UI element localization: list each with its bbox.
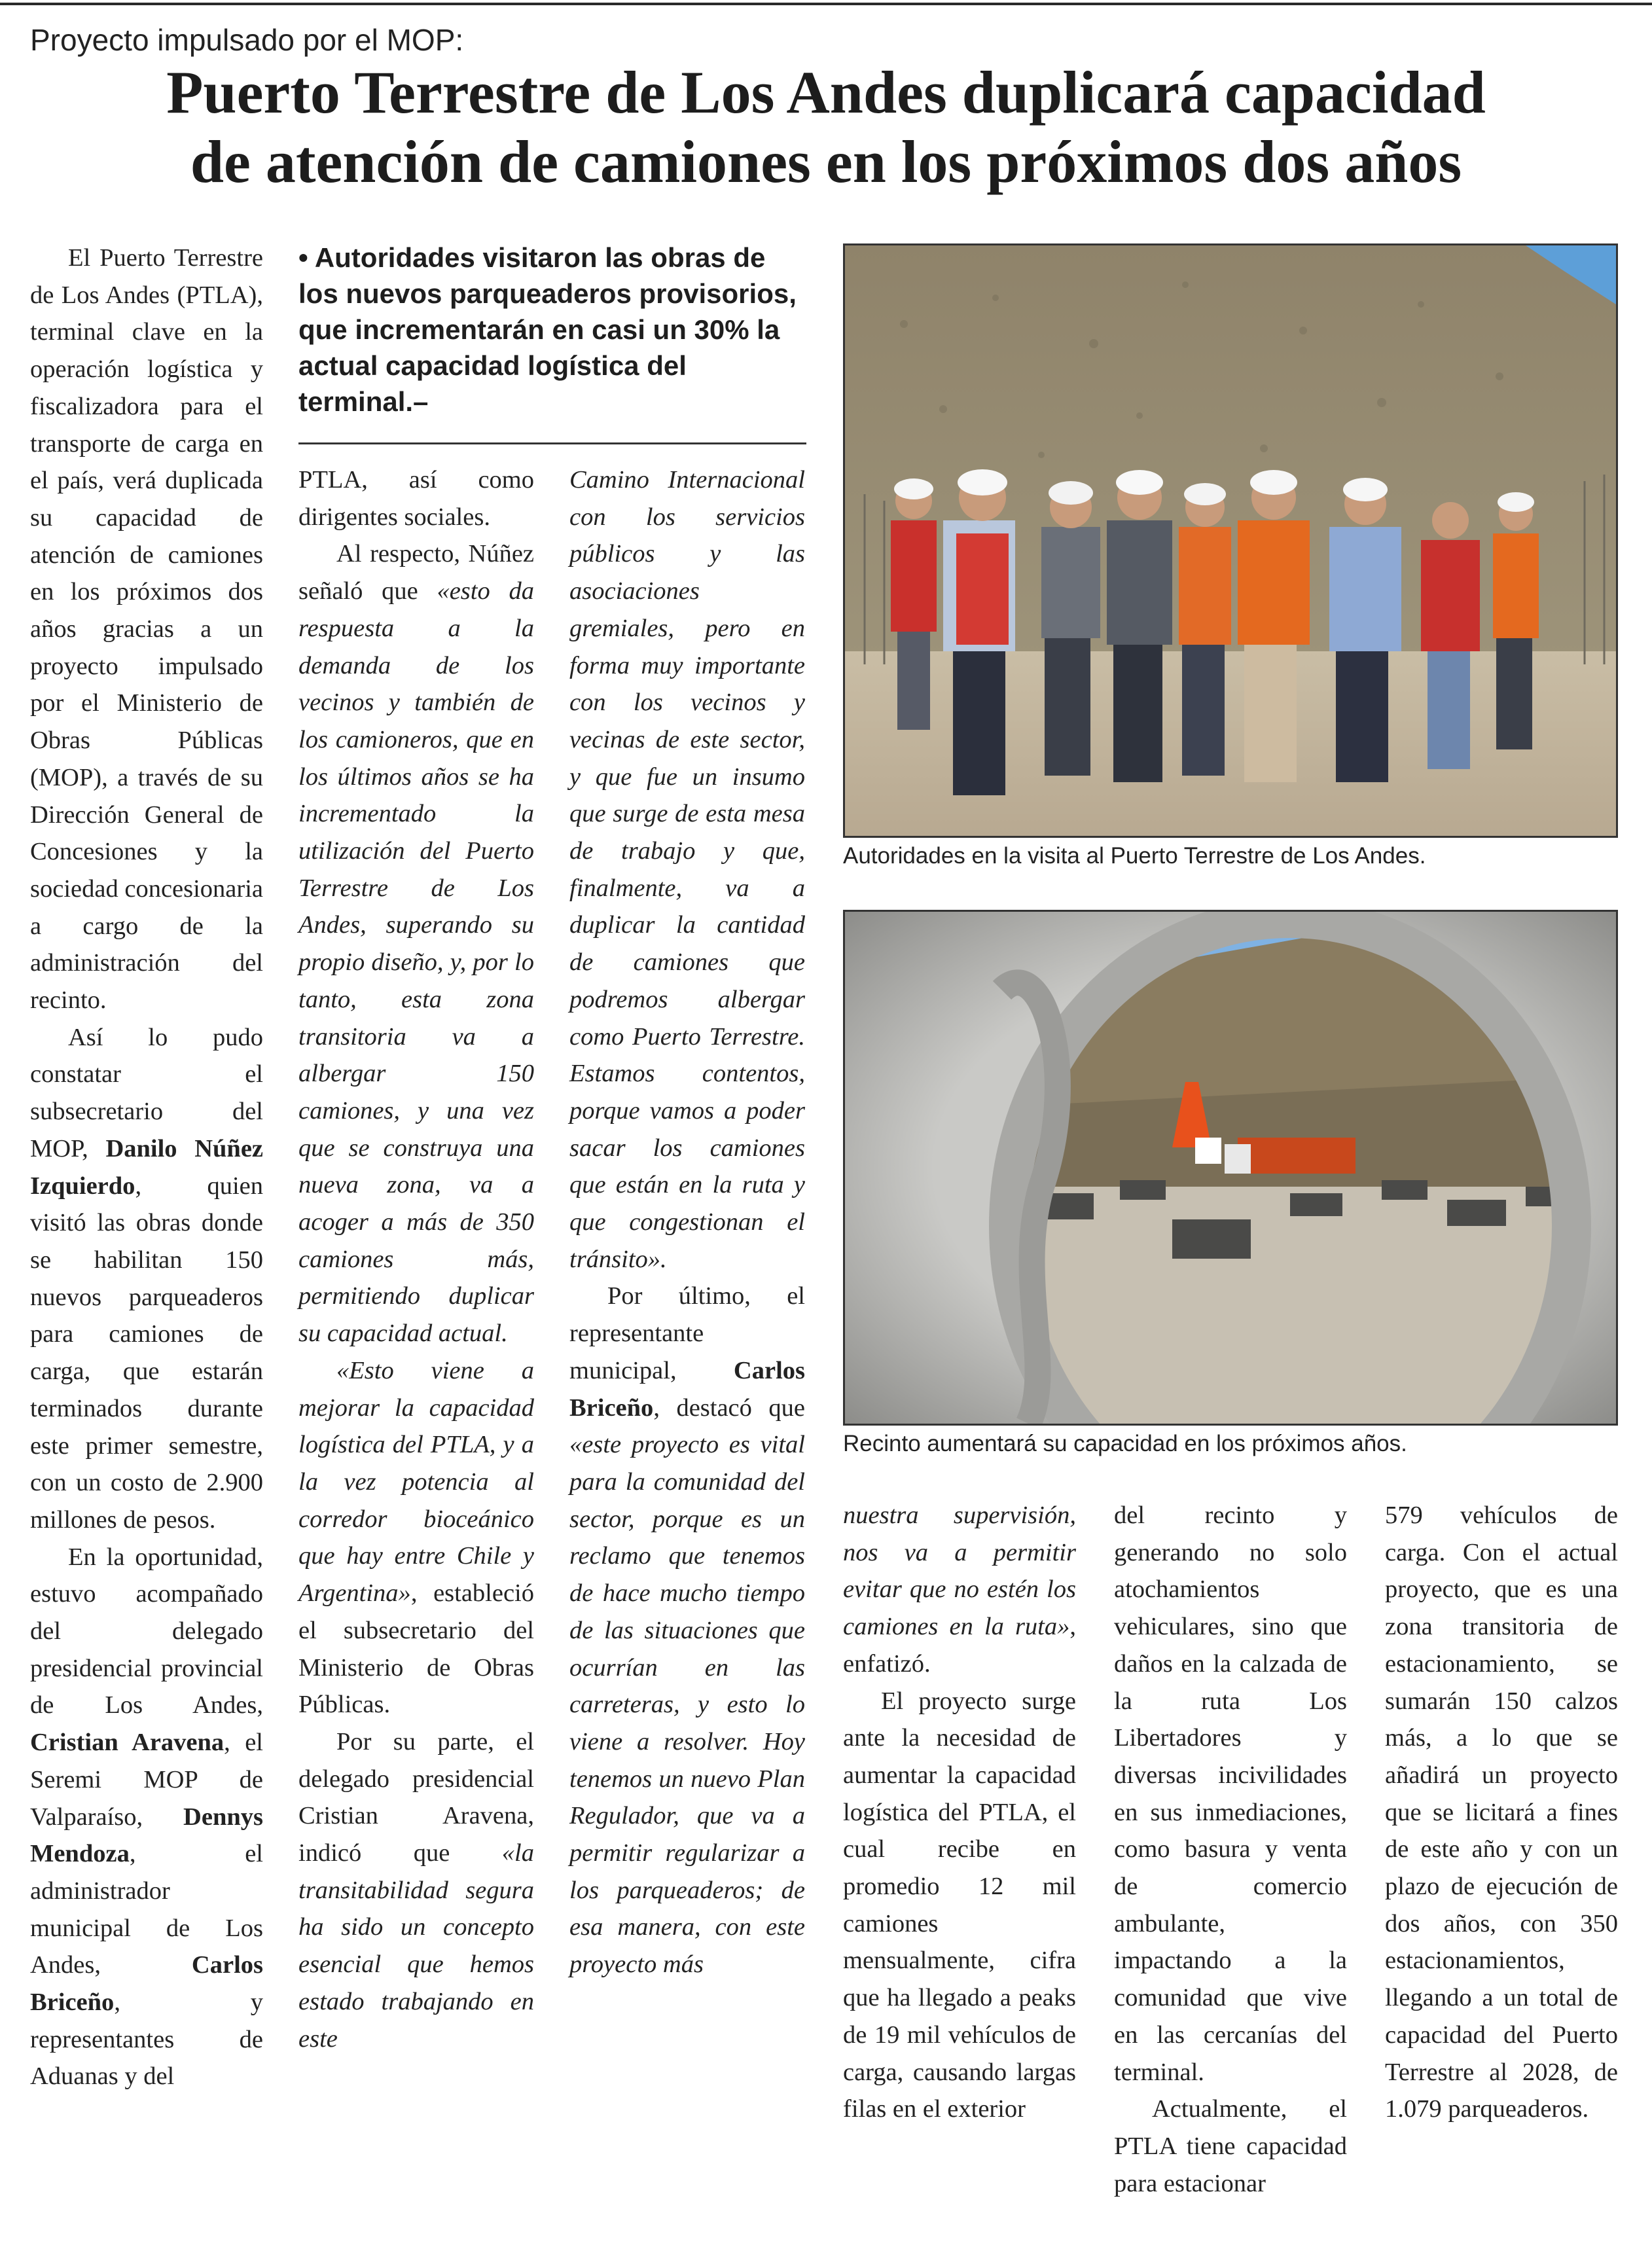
paragraph: 579 vehículos de carga. Con el actual proyecto, que es una zona transitoria de estacionamiento, se sumarán 150 calzos más, a lo que se añadirá un proyecto que se licitará a fines de este año y con un plazo de ejecución de dos años, con 350 estacionamientos, llegando a un total de capacidad del Puerto Terrestre al 2028, de 1.079 parqueaderos. [1385,1502,1618,2123]
paragraph: Actualmente, el PTLA tiene capacidad para estacionar [1114,2095,1347,2197]
article-column-6 [1385,1497,1618,2128]
photo-site-image [845,912,1616,1424]
paragraph: Al respecto, Núñez señaló que «esto da respuesta a la demanda de los vecinos y también de los camioneros, que en los últimos años se ha incrementado la utilización del Puerto Terrestre de Los Andes, superando su propio diseño, y, por lo tanto, esta zona transitoria va a albergar 150 camiones, y una vez que se construya una nueva zona, va a acoger a más de 350 camiones más, permitiendo duplicar su capacidad actual. [298,540,534,1348]
person-name: Dennys Mendoza [30,1803,263,1868]
article-column-3 [569,461,805,1983]
person-name: Carlos Briceño [30,1951,263,2017]
paragraph: En la oportunidad, estuvo acompañado del delegado presidencial provincial de Los Andes, Cristian Aravena, el Seremi MOP de Valparaíso, Dennys Mendoza, el administrador municipal de Los Andes, Carlos Briceño, y representantes de Aduanas y del [30,1543,263,2091]
person-name: Danilo Núñez Izquierdo [30,1134,263,1200]
photo-site-through-pipe [843,910,1618,1426]
article-column-5 [1114,1497,1347,2202]
article-column-1 [30,240,263,2095]
paragraph [569,461,805,1278]
quote: nuestra supervisión, nos va a permitir evitar que no estén los camiones en la ruta» [843,1502,1076,1641]
paragraph: del recinto y generando no solo atochamientos vehiculares, sino que daños en la calzada de la ruta Los Libertadores y diversas incivilidades en sus inmediaciones, como basura y venta de comercio ambulante, impactando a la comunidad que vive en las cercanías del terminal. [1114,1502,1347,2086]
paragraph: Por su parte, el delegado presidencial Cristian Aravena, indicó que «la transitabilidad segura ha sido un concepto esencial que hemos estado trabajando en este [298,1727,534,2053]
quote: «esto da respuesta a la demanda de los vecinos y también de los camioneros, que en los últimos años se ha incrementado la utilización del Puerto Terrestre de Los Andes, superando su propio diseño, y, por lo tanto, esta zona transitoria va a albergar 150 camiones, y una vez que se construya una nueva zona, va a acoger a más de 350 camiones más, permitiendo duplicar su capacidad actual. [298,577,534,1348]
paragraph: El Puerto Terrestre de Los Andes (PTLA), terminal clave en la operación logística y fiscalizadora para el transporte de carga en el país, verá duplicada su capacidad de atención de camiones en los próximos dos años gracias a un proyecto impulsado por el Ministerio de Obras Públicas (MOP), a través de su Dirección General de Concesiones y la sociedad concesionaria a cargo de la administración del recinto. [30,244,263,1015]
photo-1-caption: Autoridades en la visita al Puerto Terrestre de Los Andes. [843,843,1426,869]
quote: «este proyecto es vital para la comunidad del sector, porque es un reclamo que tenemos de hace mucho tiempo de las situaciones que ocurrían en las carreteras, y esto lo viene a resolver. Hoy tenemos un nuevo Plan Regulador, que va a permitir regularizar a los parqueaderos; de esa manera, con este proyecto más [569,1431,805,1979]
kicker: Proyecto impulsado por el MOP: [30,23,464,57]
paragraph: «Esto viene a mejorar la capacidad logística del PTLA, y a la vez potencia al corredor bioceánico que hay entre Chile y Argentina», estableció el subsecretario del Ministerio de Obras Públicas. [298,1356,534,1719]
headline [39,58,1613,196]
paragraph: Por último, el representante municipal, Carlos Briceño, destacó que «este proyecto es vital para la comunidad del sector, porque es un reclamo que tenemos de hace mucho tiempo de las situaciones que ocurrían en las carreteras, y esto lo viene a resolver. Hoy tenemos un nuevo Plan Regulador, que va a permitir regularizar a los parqueaderos; de esa manera, con este proyecto más [569,1282,805,1979]
headline-line-1: Puerto Terrestre de Los Andes duplicará capacidad [166,59,1486,126]
photo-authorities-image [845,245,1616,836]
quote: Camino Internacional con los servicios públicos y las asociaciones gremiales, pero en forma muy importante con los vecinos y vecinas de este sector, y que fue un insumo que surge de esta mesa de trabajo y que, finalmente, va a duplicar la cantidad de camiones que podremos albergar como Puerto Terrestre. Estamos contentos, porque vamos a poder sacar los camiones que están en la ruta y que congestionan el tránsito». [569,466,805,1273]
person-name: Cristian Aravena [30,1729,224,1757]
summary-lede: • Autoridades visitaron las obras de los nuevos parqueaderos provisorios, que incrementarán en casi un 30% la actual capacidad logística del terminal.– [298,242,797,417]
quote: «Esto viene a mejorar la capacidad logística del PTLA, y a la vez potencia al corredor bioceánico que hay entre Chile y Argentina» [298,1356,534,1608]
photo-2-caption: Recinto aumentará su capacidad en los próximos años. [843,1431,1407,1456]
photo-authorities-visit [843,243,1618,838]
quote: «la transitabilidad segura ha sido un concepto esencial que hemos estado trabajando en este [298,1839,534,2053]
paragraph: Así lo pudo constatar el subsecretario del MOP, Danilo Núñez Izquierdo, quien visitó las obras donde se habilitan 150 nuevos parqueaderos para camiones de carga, que estarán terminados durante este primer semestre, con un costo de 2.900 millones de pesos. [30,1023,263,1534]
headline-line-2: de atención de camiones en los próximos dos años [190,128,1462,195]
paragraph: El proyecto surge ante la necesidad de aumentar la capacidad logística del PTLA, el cual recibe en promedio 12 mil camiones mensualmente, cifra que ha llegado a peaks de 19 mil vehículos de carga, causando largas filas en el exterior [843,1687,1076,2123]
top-rule [0,3,1652,5]
person-name: Carlos Briceño [569,1356,805,1422]
paragraph: nuestra supervisión, nos va a permitir evitar que no estén los camiones en la ruta», enfatizó. [843,1502,1076,1678]
article-column-2 [298,461,534,2057]
paragraph: PTLA, así como dirigentes sociales. [298,466,534,531]
article-column-4 [843,1497,1076,2128]
summary-divider [298,442,806,444]
